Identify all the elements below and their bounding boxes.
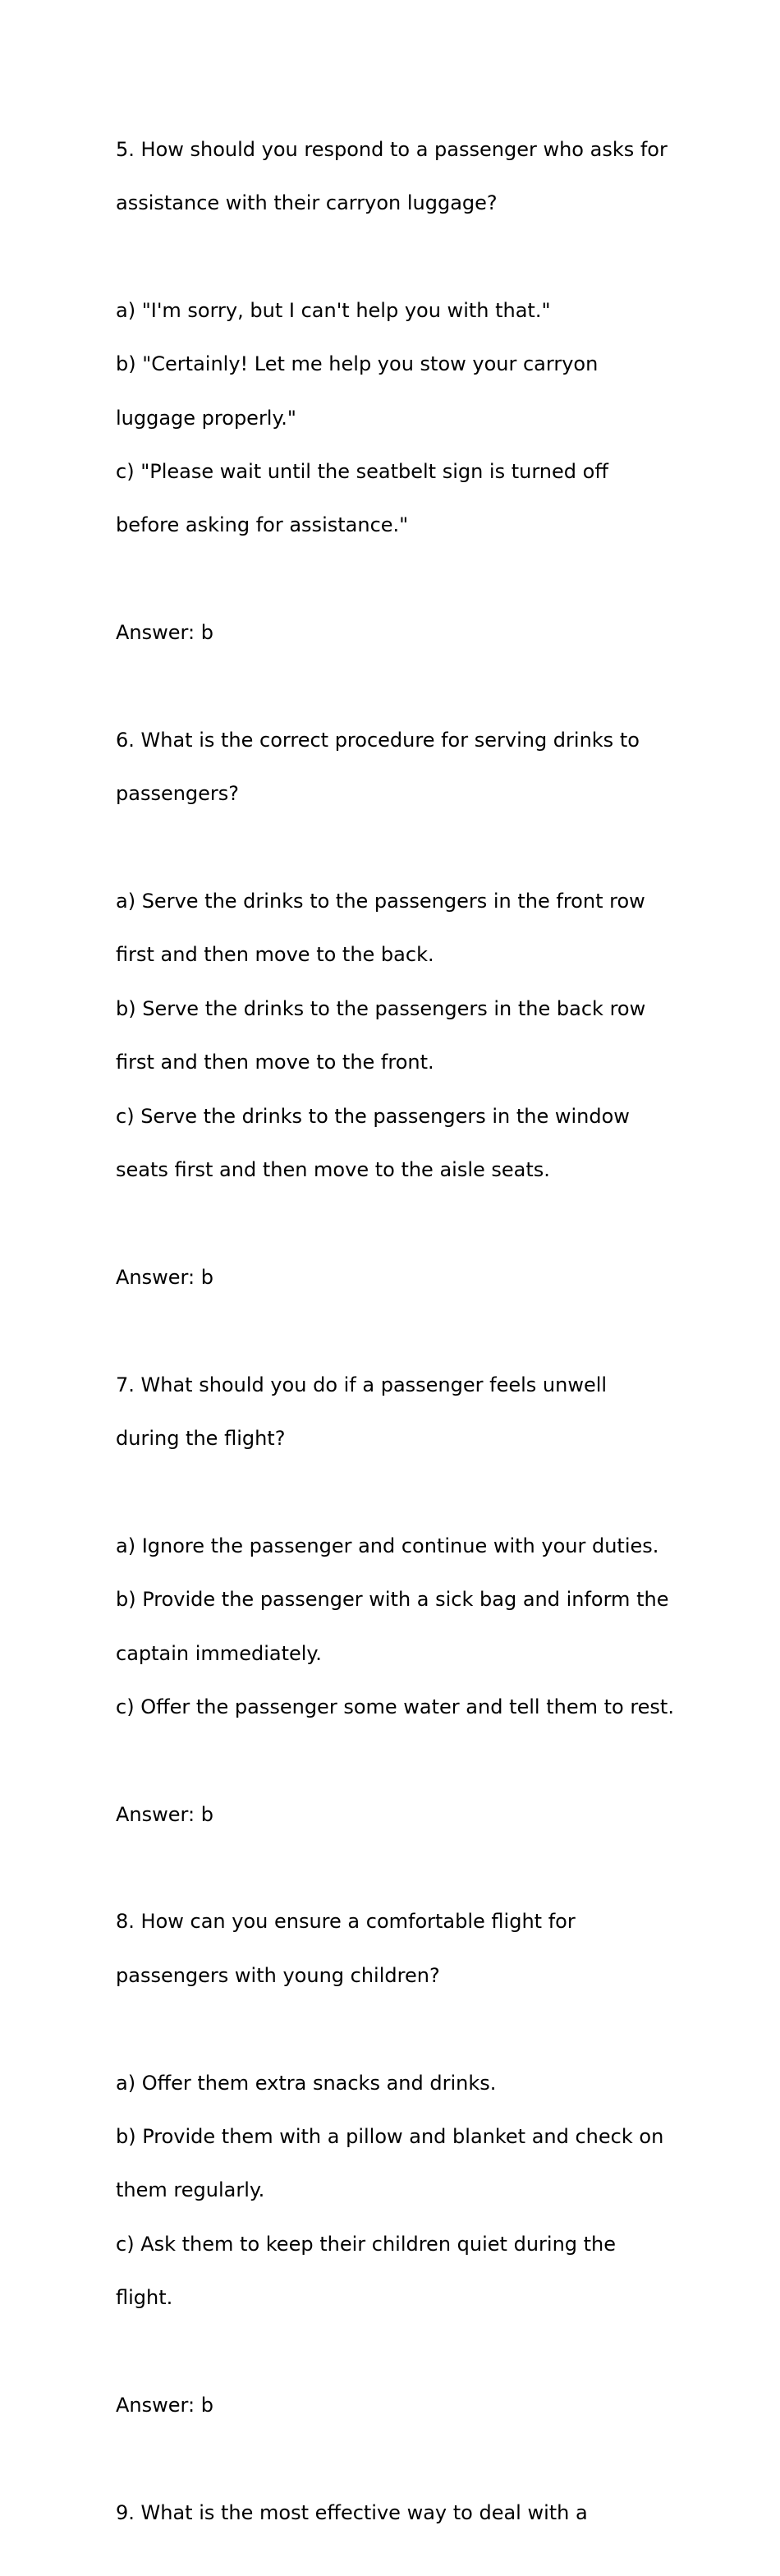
question-6 — [116, 696, 674, 839]
option-line: seats first and then move to the aisle seats. — [116, 1158, 550, 1182]
option-line: c) Serve the drinks to the passengers in the window — [116, 1104, 630, 1128]
option-line: them regularly. — [116, 2178, 265, 2202]
option-line: c) Ask them to keep their children quiet during the — [116, 2232, 617, 2256]
option-line: b) Provide the passenger with a sick bag and inform the — [116, 1588, 669, 1612]
question-text-line: 9. What is the most effective way to deal with a — [116, 2500, 588, 2524]
options-7 — [116, 1502, 674, 1752]
answer-6 — [116, 1233, 674, 1322]
answer-text: Answer: b — [116, 621, 213, 645]
question-8 — [116, 1878, 674, 2021]
answer-8 — [116, 2361, 674, 2450]
question-9 — [116, 2468, 674, 2558]
option-line: captain immediately. — [116, 1641, 322, 1665]
question-text-line: 7. What should you do if a passenger feels unwell — [116, 1373, 608, 1396]
question-7 — [116, 1341, 674, 1484]
option-line: first and then move to the back. — [116, 943, 434, 967]
option-line: first and then move to the front. — [116, 1051, 434, 1074]
question-5 — [116, 105, 674, 248]
question-text-line: passengers with young children? — [116, 1963, 440, 1987]
options-8 — [116, 2039, 674, 2344]
question-text-line: during the flight? — [116, 1426, 286, 1450]
answer-text: Answer: b — [116, 2394, 213, 2417]
option-line: b) "Certainly! Let me help you stow your carryon — [116, 352, 599, 376]
options-5 — [116, 266, 674, 571]
option-line: c) "Please wait until the seatbelt sign is turned off — [116, 459, 608, 483]
question-text-line: 6. What is the correct procedure for serving drinks to — [116, 728, 640, 752]
document-page — [116, 105, 674, 2576]
option-line: c) Offer the passenger some water and tell them to rest. — [116, 1695, 674, 1718]
option-line: a) Serve the drinks to the passengers in the front row — [116, 890, 645, 913]
option-line: a) "I'm sorry, but I can't help you with that." — [116, 298, 551, 322]
option-line: before asking for assistance." — [116, 513, 409, 537]
question-text-line: passengers? — [116, 782, 240, 806]
question-text-line: 8. How can you ensure a comfortable flight for — [116, 1910, 576, 1934]
question-text-line: assistance with their carryon luggage? — [116, 191, 498, 214]
option-line: a) Offer them extra snacks and drinks. — [116, 2071, 497, 2095]
answer-text: Answer: b — [116, 1265, 213, 1289]
option-line: a) Ignore the passenger and continue with your duties. — [116, 1534, 659, 1557]
option-line: b) Provide them with a pillow and blanket and check on — [116, 2125, 664, 2149]
answer-5 — [116, 589, 674, 678]
option-line: flight. — [116, 2286, 173, 2310]
option-line: b) Serve the drinks to the passengers in the back row — [116, 996, 646, 1020]
question-text-line: 5. How should you respond to a passenger who asks for — [116, 137, 668, 161]
option-line: luggage properly." — [116, 406, 296, 430]
answer-7 — [116, 1770, 674, 1860]
answer-text: Answer: b — [116, 1802, 213, 1826]
options-6 — [116, 857, 674, 1215]
